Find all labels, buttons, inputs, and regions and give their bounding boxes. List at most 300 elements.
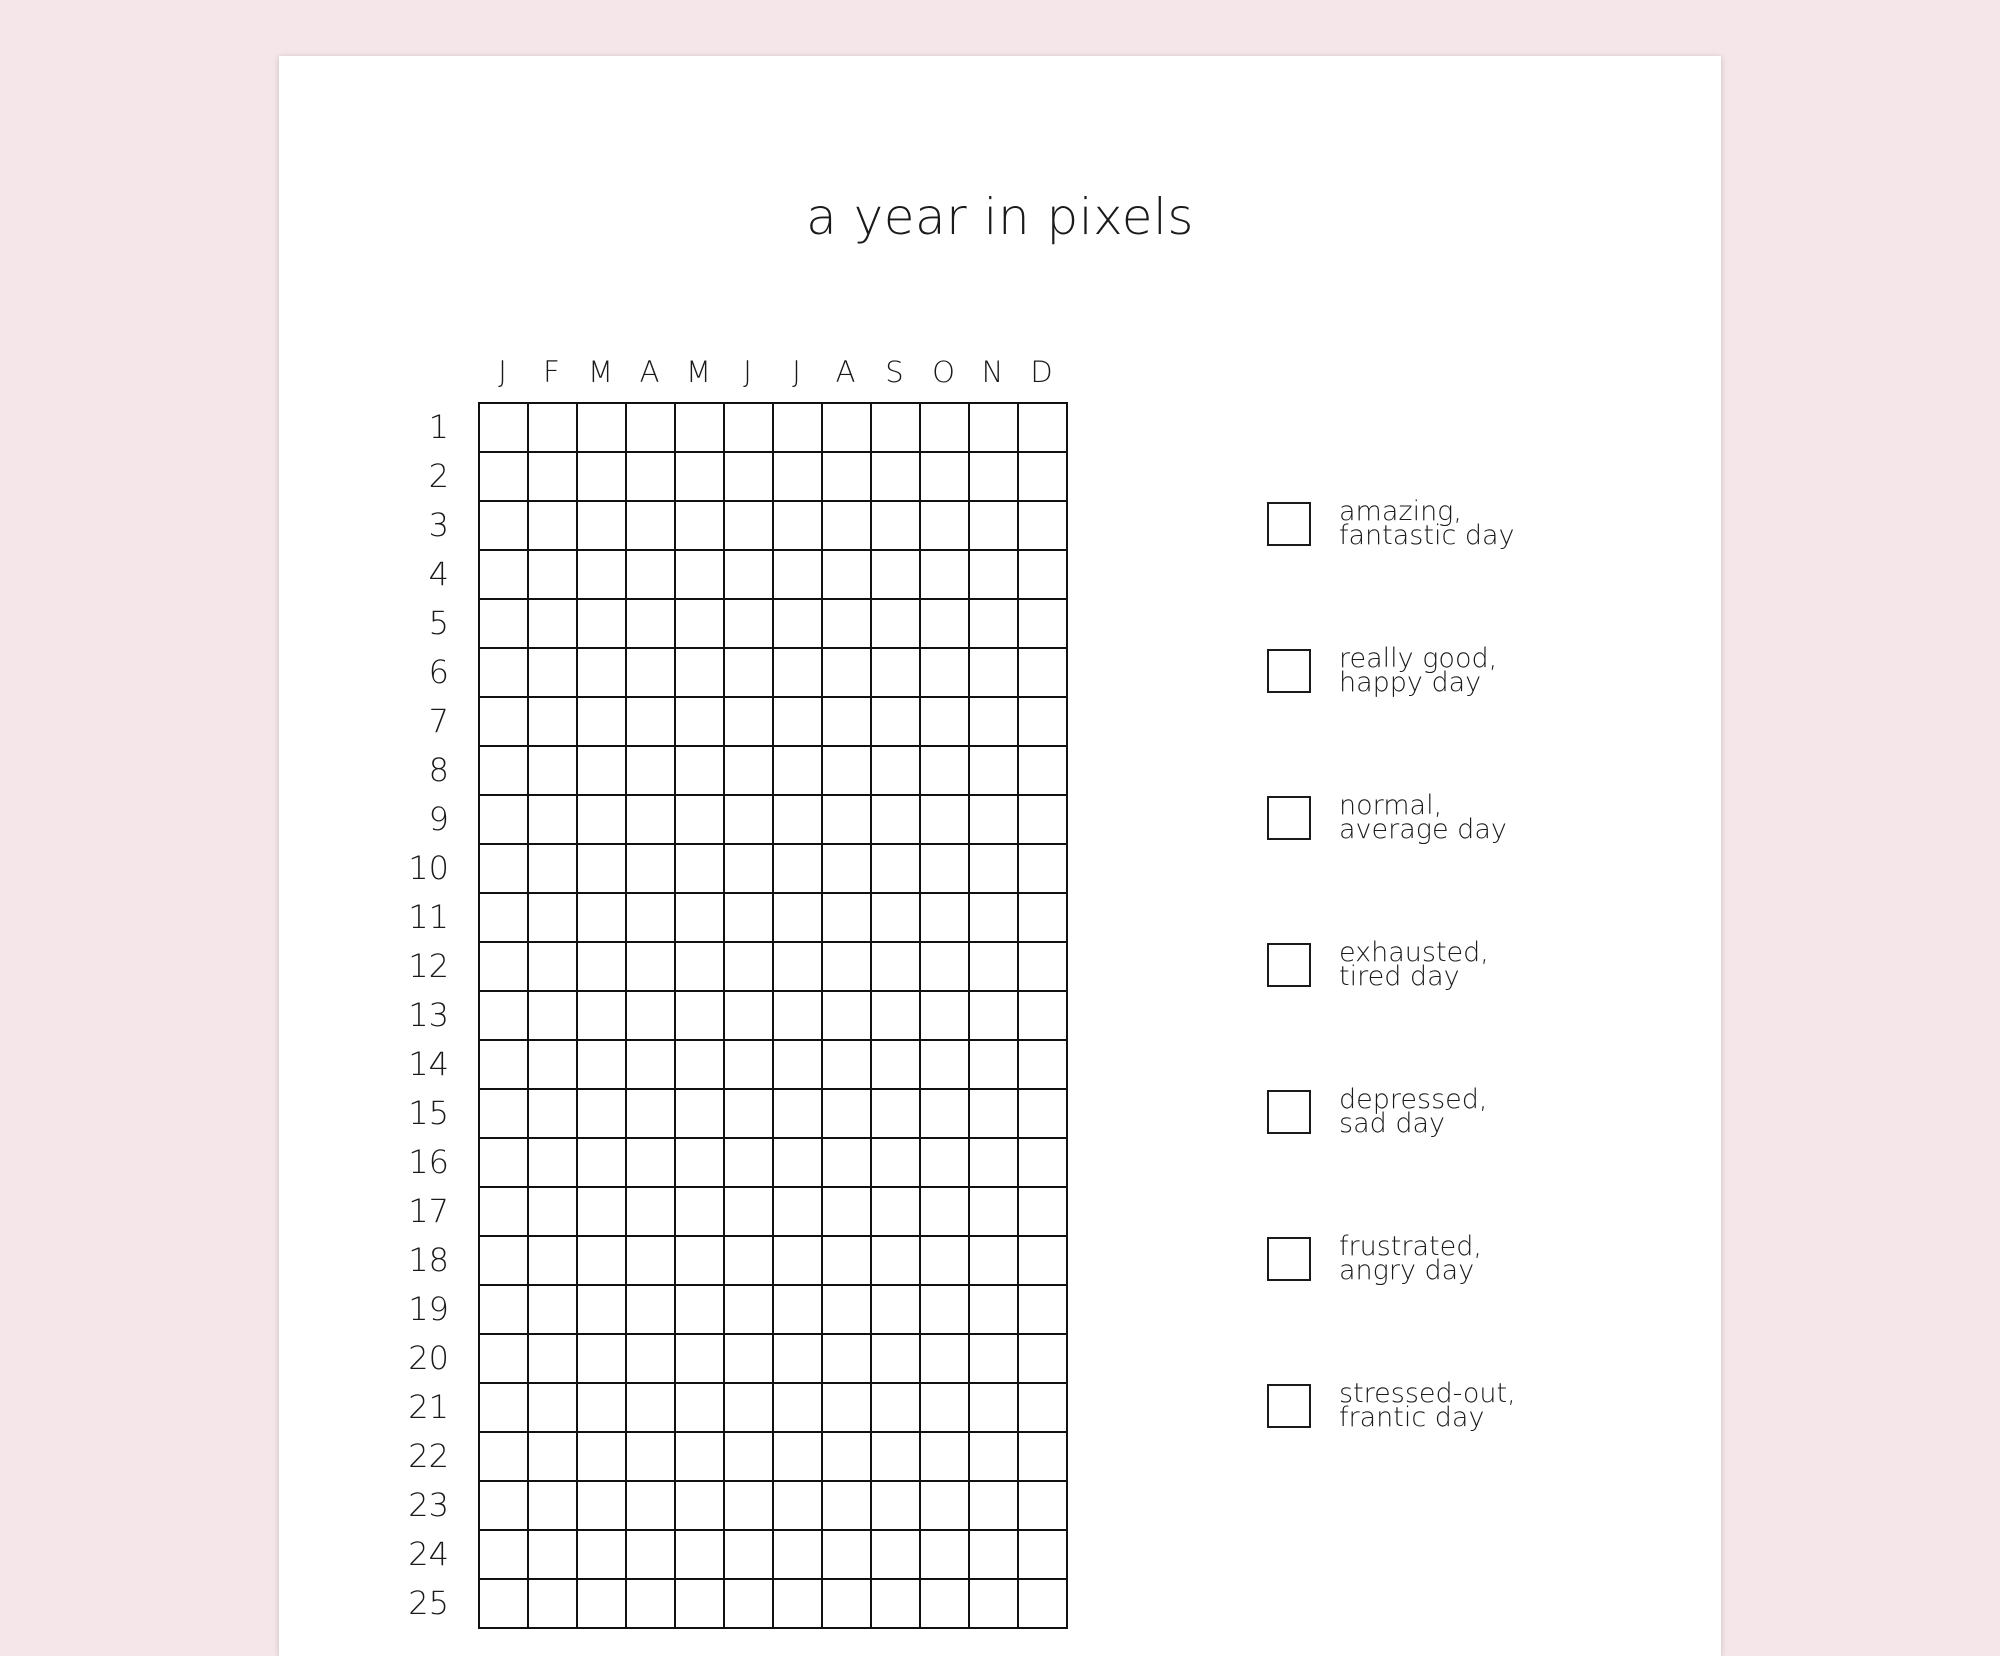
day-cell[interactable]: [627, 1531, 676, 1580]
day-cell[interactable]: [529, 600, 578, 649]
day-cell[interactable]: [774, 404, 823, 453]
day-cell[interactable]: [921, 1090, 970, 1139]
day-cell[interactable]: [774, 1188, 823, 1237]
day-cell[interactable]: [921, 1531, 970, 1580]
day-cell[interactable]: [529, 1139, 578, 1188]
day-cell[interactable]: [725, 404, 774, 453]
day-cell[interactable]: [725, 1482, 774, 1531]
day-cell[interactable]: [774, 453, 823, 502]
day-cell[interactable]: [578, 1482, 627, 1531]
day-cell[interactable]: [970, 1041, 1019, 1090]
day-cell[interactable]: [1019, 1286, 1068, 1335]
day-cell[interactable]: [970, 796, 1019, 845]
day-cell[interactable]: [823, 453, 872, 502]
day-cell[interactable]: [921, 1041, 970, 1090]
day-cell[interactable]: [480, 1286, 529, 1335]
day-cell[interactable]: [774, 502, 823, 551]
day-cell[interactable]: [627, 1384, 676, 1433]
day-cell[interactable]: [823, 1237, 872, 1286]
day-cell[interactable]: [1019, 502, 1068, 551]
day-cell[interactable]: [725, 649, 774, 698]
day-cell[interactable]: [823, 1335, 872, 1384]
day-cell[interactable]: [676, 1531, 725, 1580]
day-cell[interactable]: [1019, 551, 1068, 600]
day-cell[interactable]: [725, 502, 774, 551]
day-cell[interactable]: [480, 1139, 529, 1188]
day-cell[interactable]: [725, 894, 774, 943]
day-cell[interactable]: [1019, 1433, 1068, 1482]
day-cell[interactable]: [970, 1286, 1019, 1335]
day-cell[interactable]: [872, 1188, 921, 1237]
day-cell[interactable]: [970, 698, 1019, 747]
legend-item[interactable]: [1267, 790, 1507, 845]
day-cell[interactable]: [725, 747, 774, 796]
day-cell[interactable]: [1019, 1041, 1068, 1090]
day-cell[interactable]: [774, 1531, 823, 1580]
day-cell[interactable]: [823, 1482, 872, 1531]
day-cell[interactable]: [578, 1188, 627, 1237]
day-cell[interactable]: [529, 1237, 578, 1286]
day-cell[interactable]: [578, 796, 627, 845]
legend-color-box[interactable]: [1267, 1090, 1311, 1134]
day-cell[interactable]: [823, 1286, 872, 1335]
day-cell[interactable]: [823, 747, 872, 796]
day-cell[interactable]: [676, 1237, 725, 1286]
day-cell[interactable]: [774, 698, 823, 747]
day-cell[interactable]: [529, 404, 578, 453]
day-cell[interactable]: [480, 1090, 529, 1139]
day-cell[interactable]: [529, 502, 578, 551]
day-cell[interactable]: [725, 1580, 774, 1629]
day-cell[interactable]: [823, 649, 872, 698]
day-cell[interactable]: [480, 845, 529, 894]
day-cell[interactable]: [676, 796, 725, 845]
day-cell[interactable]: [480, 1433, 529, 1482]
day-cell[interactable]: [676, 1482, 725, 1531]
day-cell[interactable]: [774, 1237, 823, 1286]
day-cell[interactable]: [872, 1041, 921, 1090]
day-cell[interactable]: [872, 1482, 921, 1531]
day-cell[interactable]: [578, 453, 627, 502]
day-cell[interactable]: [480, 698, 529, 747]
day-cell[interactable]: [627, 747, 676, 796]
day-cell[interactable]: [1019, 845, 1068, 894]
day-cell[interactable]: [1019, 894, 1068, 943]
day-cell[interactable]: [578, 1286, 627, 1335]
day-cell[interactable]: [529, 453, 578, 502]
legend-color-box[interactable]: [1267, 796, 1311, 840]
day-cell[interactable]: [529, 1335, 578, 1384]
day-cell[interactable]: [921, 453, 970, 502]
day-cell[interactable]: [1019, 943, 1068, 992]
day-cell[interactable]: [676, 551, 725, 600]
day-cell[interactable]: [823, 1090, 872, 1139]
day-cell[interactable]: [1019, 1139, 1068, 1188]
day-cell[interactable]: [676, 747, 725, 796]
day-cell[interactable]: [529, 649, 578, 698]
legend-color-box[interactable]: [1267, 1237, 1311, 1281]
day-cell[interactable]: [774, 1041, 823, 1090]
day-cell[interactable]: [774, 600, 823, 649]
day-cell[interactable]: [1019, 1482, 1068, 1531]
day-cell[interactable]: [578, 1384, 627, 1433]
day-cell[interactable]: [921, 1433, 970, 1482]
day-cell[interactable]: [823, 1580, 872, 1629]
day-cell[interactable]: [627, 1433, 676, 1482]
day-cell[interactable]: [676, 404, 725, 453]
day-cell[interactable]: [529, 551, 578, 600]
day-cell[interactable]: [725, 1090, 774, 1139]
day-cell[interactable]: [676, 845, 725, 894]
day-cell[interactable]: [970, 1384, 1019, 1433]
legend-color-box[interactable]: [1267, 943, 1311, 987]
day-cell[interactable]: [676, 600, 725, 649]
legend-color-box[interactable]: [1267, 502, 1311, 546]
day-cell[interactable]: [529, 1482, 578, 1531]
day-cell[interactable]: [725, 453, 774, 502]
day-cell[interactable]: [578, 992, 627, 1041]
legend-item[interactable]: [1267, 1084, 1488, 1139]
day-cell[interactable]: [725, 845, 774, 894]
day-cell[interactable]: [578, 600, 627, 649]
day-cell[interactable]: [529, 845, 578, 894]
day-cell[interactable]: [872, 894, 921, 943]
day-cell[interactable]: [774, 551, 823, 600]
day-cell[interactable]: [1019, 747, 1068, 796]
day-cell[interactable]: [921, 894, 970, 943]
day-cell[interactable]: [480, 551, 529, 600]
day-cell[interactable]: [1019, 1335, 1068, 1384]
day-cell[interactable]: [921, 1139, 970, 1188]
day-cell[interactable]: [872, 453, 921, 502]
day-cell[interactable]: [970, 943, 1019, 992]
day-cell[interactable]: [627, 845, 676, 894]
day-cell[interactable]: [480, 1482, 529, 1531]
day-cell[interactable]: [529, 992, 578, 1041]
day-cell[interactable]: [774, 1335, 823, 1384]
day-cell[interactable]: [872, 404, 921, 453]
day-cell[interactable]: [529, 1384, 578, 1433]
day-cell[interactable]: [921, 1482, 970, 1531]
day-cell[interactable]: [725, 1384, 774, 1433]
day-cell[interactable]: [480, 404, 529, 453]
day-cell[interactable]: [872, 649, 921, 698]
day-cell[interactable]: [627, 796, 676, 845]
day-cell[interactable]: [921, 943, 970, 992]
legend-item[interactable]: [1267, 643, 1498, 698]
day-cell[interactable]: [627, 1286, 676, 1335]
day-cell[interactable]: [872, 943, 921, 992]
day-cell[interactable]: [480, 1188, 529, 1237]
day-cell[interactable]: [529, 943, 578, 992]
day-cell[interactable]: [970, 992, 1019, 1041]
day-cell[interactable]: [872, 845, 921, 894]
day-cell[interactable]: [970, 404, 1019, 453]
day-cell[interactable]: [578, 1580, 627, 1629]
day-cell[interactable]: [823, 1384, 872, 1433]
day-cell[interactable]: [529, 1188, 578, 1237]
day-cell[interactable]: [970, 1580, 1019, 1629]
day-cell[interactable]: [823, 845, 872, 894]
day-cell[interactable]: [676, 894, 725, 943]
day-cell[interactable]: [627, 404, 676, 453]
day-cell[interactable]: [970, 894, 1019, 943]
day-cell[interactable]: [676, 1041, 725, 1090]
day-cell[interactable]: [676, 1139, 725, 1188]
day-cell[interactable]: [578, 1139, 627, 1188]
day-cell[interactable]: [676, 698, 725, 747]
day-cell[interactable]: [529, 796, 578, 845]
day-cell[interactable]: [578, 1237, 627, 1286]
day-cell[interactable]: [578, 845, 627, 894]
day-cell[interactable]: [1019, 992, 1068, 1041]
day-cell[interactable]: [480, 1580, 529, 1629]
day-cell[interactable]: [578, 1041, 627, 1090]
day-cell[interactable]: [480, 1531, 529, 1580]
day-cell[interactable]: [921, 1286, 970, 1335]
day-cell[interactable]: [529, 747, 578, 796]
day-cell[interactable]: [970, 1090, 1019, 1139]
day-cell[interactable]: [676, 1580, 725, 1629]
day-cell[interactable]: [921, 1580, 970, 1629]
day-cell[interactable]: [578, 943, 627, 992]
day-cell[interactable]: [823, 943, 872, 992]
day-cell[interactable]: [872, 747, 921, 796]
day-cell[interactable]: [1019, 649, 1068, 698]
day-cell[interactable]: [970, 1237, 1019, 1286]
day-cell[interactable]: [627, 1237, 676, 1286]
day-cell[interactable]: [970, 747, 1019, 796]
day-cell[interactable]: [725, 1433, 774, 1482]
day-cell[interactable]: [627, 943, 676, 992]
day-cell[interactable]: [529, 1041, 578, 1090]
day-cell[interactable]: [627, 992, 676, 1041]
day-cell[interactable]: [627, 1041, 676, 1090]
legend-color-box[interactable]: [1267, 1384, 1311, 1428]
day-cell[interactable]: [823, 1188, 872, 1237]
day-cell[interactable]: [970, 600, 1019, 649]
day-cell[interactable]: [774, 845, 823, 894]
day-cell[interactable]: [970, 1433, 1019, 1482]
day-cell[interactable]: [725, 1188, 774, 1237]
day-cell[interactable]: [676, 1433, 725, 1482]
day-cell[interactable]: [921, 796, 970, 845]
day-cell[interactable]: [921, 600, 970, 649]
day-cell[interactable]: [970, 1531, 1019, 1580]
day-cell[interactable]: [627, 1139, 676, 1188]
day-cell[interactable]: [578, 698, 627, 747]
day-cell[interactable]: [823, 1139, 872, 1188]
day-cell[interactable]: [676, 1384, 725, 1433]
day-cell[interactable]: [872, 1090, 921, 1139]
day-cell[interactable]: [480, 649, 529, 698]
day-cell[interactable]: [970, 502, 1019, 551]
day-cell[interactable]: [676, 1188, 725, 1237]
day-cell[interactable]: [725, 551, 774, 600]
day-cell[interactable]: [1019, 600, 1068, 649]
day-cell[interactable]: [872, 600, 921, 649]
day-cell[interactable]: [774, 796, 823, 845]
day-cell[interactable]: [921, 1188, 970, 1237]
day-cell[interactable]: [578, 404, 627, 453]
day-cell[interactable]: [1019, 1580, 1068, 1629]
day-cell[interactable]: [823, 404, 872, 453]
day-cell[interactable]: [480, 453, 529, 502]
day-cell[interactable]: [529, 698, 578, 747]
legend-color-box[interactable]: [1267, 649, 1311, 693]
day-cell[interactable]: [921, 698, 970, 747]
day-cell[interactable]: [774, 1139, 823, 1188]
day-cell[interactable]: [823, 1433, 872, 1482]
legend-item[interactable]: [1267, 937, 1489, 992]
day-cell[interactable]: [921, 747, 970, 796]
day-cell[interactable]: [725, 1335, 774, 1384]
day-cell[interactable]: [529, 1433, 578, 1482]
day-cell[interactable]: [970, 1482, 1019, 1531]
day-cell[interactable]: [823, 698, 872, 747]
day-cell[interactable]: [578, 1090, 627, 1139]
day-cell[interactable]: [627, 551, 676, 600]
day-cell[interactable]: [872, 1433, 921, 1482]
day-cell[interactable]: [725, 1286, 774, 1335]
day-cell[interactable]: [627, 453, 676, 502]
day-cell[interactable]: [725, 1041, 774, 1090]
day-cell[interactable]: [480, 747, 529, 796]
day-cell[interactable]: [921, 1335, 970, 1384]
day-cell[interactable]: [676, 1335, 725, 1384]
day-cell[interactable]: [627, 502, 676, 551]
day-cell[interactable]: [627, 649, 676, 698]
day-cell[interactable]: [676, 502, 725, 551]
day-cell[interactable]: [725, 1237, 774, 1286]
day-cell[interactable]: [725, 1139, 774, 1188]
day-cell[interactable]: [480, 992, 529, 1041]
day-cell[interactable]: [627, 1335, 676, 1384]
day-cell[interactable]: [970, 649, 1019, 698]
day-cell[interactable]: [872, 502, 921, 551]
day-cell[interactable]: [921, 502, 970, 551]
day-cell[interactable]: [529, 1090, 578, 1139]
day-cell[interactable]: [774, 894, 823, 943]
day-cell[interactable]: [823, 600, 872, 649]
day-cell[interactable]: [480, 1237, 529, 1286]
day-cell[interactable]: [921, 1384, 970, 1433]
day-cell[interactable]: [774, 1384, 823, 1433]
day-cell[interactable]: [774, 1580, 823, 1629]
day-cell[interactable]: [578, 747, 627, 796]
day-cell[interactable]: [529, 1286, 578, 1335]
day-cell[interactable]: [872, 1286, 921, 1335]
day-cell[interactable]: [480, 796, 529, 845]
day-cell[interactable]: [921, 404, 970, 453]
day-cell[interactable]: [1019, 1090, 1068, 1139]
day-cell[interactable]: [1019, 1188, 1068, 1237]
legend-item[interactable]: [1267, 1231, 1482, 1286]
day-cell[interactable]: [676, 1090, 725, 1139]
day-cell[interactable]: [725, 796, 774, 845]
day-cell[interactable]: [578, 1335, 627, 1384]
day-cell[interactable]: [725, 1531, 774, 1580]
day-cell[interactable]: [774, 1090, 823, 1139]
day-cell[interactable]: [872, 551, 921, 600]
day-cell[interactable]: [725, 992, 774, 1041]
day-cell[interactable]: [1019, 698, 1068, 747]
day-cell[interactable]: [725, 600, 774, 649]
day-cell[interactable]: [970, 551, 1019, 600]
day-cell[interactable]: [970, 1335, 1019, 1384]
day-cell[interactable]: [823, 894, 872, 943]
day-cell[interactable]: [480, 1335, 529, 1384]
legend-item[interactable]: [1267, 496, 1515, 551]
day-cell[interactable]: [676, 649, 725, 698]
legend-item[interactable]: [1267, 1378, 1516, 1433]
day-cell[interactable]: [872, 1384, 921, 1433]
day-cell[interactable]: [480, 943, 529, 992]
day-cell[interactable]: [921, 551, 970, 600]
day-cell[interactable]: [480, 600, 529, 649]
day-cell[interactable]: [872, 1237, 921, 1286]
day-cell[interactable]: [774, 1433, 823, 1482]
day-cell[interactable]: [774, 1482, 823, 1531]
day-cell[interactable]: [823, 992, 872, 1041]
day-cell[interactable]: [823, 551, 872, 600]
day-cell[interactable]: [1019, 1237, 1068, 1286]
day-cell[interactable]: [872, 1335, 921, 1384]
day-cell[interactable]: [774, 747, 823, 796]
day-cell[interactable]: [480, 1384, 529, 1433]
day-cell[interactable]: [627, 600, 676, 649]
day-cell[interactable]: [823, 502, 872, 551]
day-cell[interactable]: [627, 894, 676, 943]
day-cell[interactable]: [725, 698, 774, 747]
day-cell[interactable]: [921, 649, 970, 698]
day-cell[interactable]: [529, 1531, 578, 1580]
day-cell[interactable]: [970, 1139, 1019, 1188]
day-cell[interactable]: [627, 1090, 676, 1139]
day-cell[interactable]: [725, 943, 774, 992]
day-cell[interactable]: [627, 1482, 676, 1531]
day-cell[interactable]: [872, 992, 921, 1041]
day-cell[interactable]: [774, 992, 823, 1041]
day-cell[interactable]: [1019, 404, 1068, 453]
day-cell[interactable]: [823, 1531, 872, 1580]
day-cell[interactable]: [627, 698, 676, 747]
day-cell[interactable]: [921, 1237, 970, 1286]
day-cell[interactable]: [872, 1580, 921, 1629]
day-cell[interactable]: [970, 1188, 1019, 1237]
day-cell[interactable]: [578, 894, 627, 943]
day-cell[interactable]: [823, 796, 872, 845]
day-cell[interactable]: [676, 992, 725, 1041]
day-cell[interactable]: [921, 845, 970, 894]
day-cell[interactable]: [970, 845, 1019, 894]
day-cell[interactable]: [774, 943, 823, 992]
day-cell[interactable]: [627, 1580, 676, 1629]
day-cell[interactable]: [578, 1433, 627, 1482]
day-cell[interactable]: [1019, 1384, 1068, 1433]
day-cell[interactable]: [578, 1531, 627, 1580]
day-cell[interactable]: [774, 649, 823, 698]
day-cell[interactable]: [774, 1286, 823, 1335]
day-cell[interactable]: [823, 1041, 872, 1090]
day-cell[interactable]: [676, 943, 725, 992]
day-cell[interactable]: [627, 1188, 676, 1237]
day-cell[interactable]: [480, 1041, 529, 1090]
day-cell[interactable]: [1019, 1531, 1068, 1580]
day-cell[interactable]: [921, 992, 970, 1041]
day-cell[interactable]: [676, 1286, 725, 1335]
day-cell[interactable]: [1019, 796, 1068, 845]
